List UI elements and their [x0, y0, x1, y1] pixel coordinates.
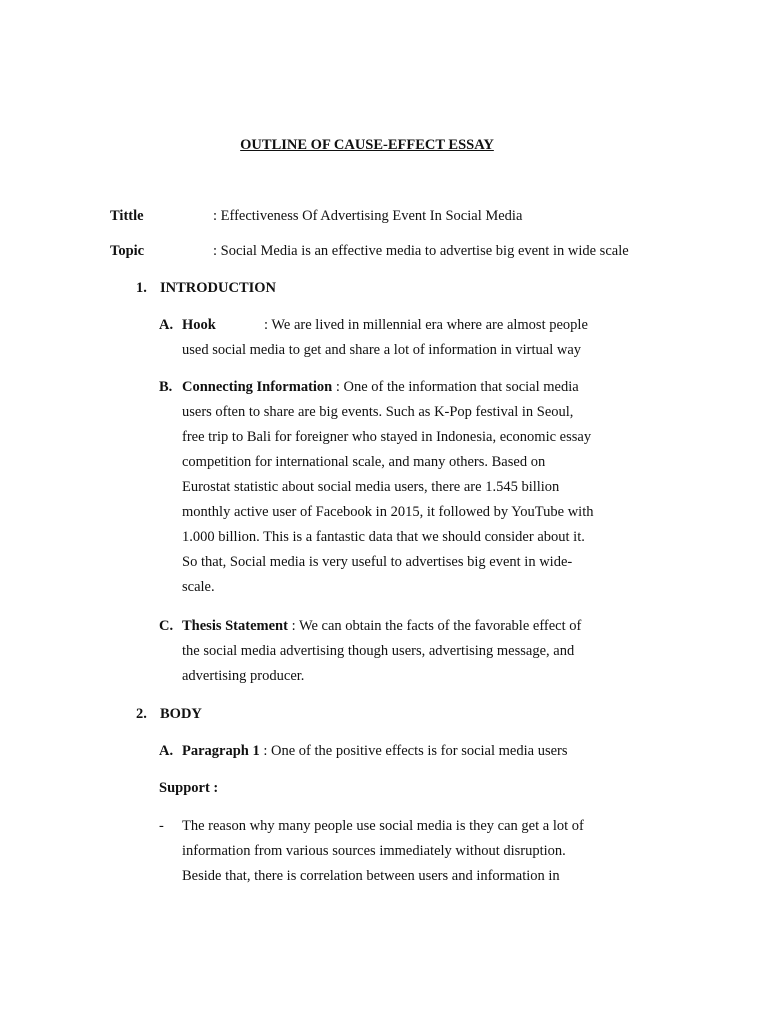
connecting-line: 1.000 billion. This is a fantastic data that we should consider about it.	[182, 529, 585, 545]
connecting-label: Connecting Information	[182, 379, 333, 395]
connecting-line: Eurostat statistic about social media users, there are 1.545 billion	[182, 479, 560, 495]
connecting-line: free trip to Bali for foreigner who stayed in Indonesia, economic essay	[182, 429, 592, 445]
intro-heading: INTRODUCTION	[160, 280, 277, 296]
bullet-line: information from various sources immediately without disruption.	[182, 843, 566, 859]
topic-value: : Social Media is an effective media to advertise big event in wide scale	[213, 243, 629, 259]
paragraph1-letter: A.	[159, 743, 174, 759]
connecting-line: scale.	[182, 579, 215, 595]
paragraph1-label: Paragraph 1	[182, 743, 260, 759]
body-number: 2.	[136, 706, 147, 722]
body-heading: BODY	[160, 706, 202, 722]
thesis-label: Thesis Statement	[182, 618, 288, 634]
connecting-line: So that, Social media is very useful to advertises big event in wide-	[182, 554, 573, 570]
connecting-text-line1: : One of the information that social media	[335, 379, 579, 395]
hook-letter: A.	[159, 317, 174, 333]
paragraph1-line	[182, 743, 568, 760]
document-title: OUTLINE OF CAUSE-EFFECT ESSAY	[240, 137, 494, 153]
thesis-letter: C.	[159, 618, 174, 634]
tittle-value: : Effectiveness Of Advertising Event In Social Media	[213, 208, 523, 224]
bullet-line: Beside that, there is correlation between users and information in	[182, 868, 560, 884]
topic-label: Topic	[110, 243, 145, 259]
bullet-line: The reason why many people use social media is they can get a lot of	[182, 818, 584, 834]
intro-number: 1.	[136, 280, 147, 296]
connecting-line: users often to share are big events. Such as K-Pop festival in Seoul,	[182, 404, 574, 420]
thesis-line: the social media advertising though users, advertising message, and	[182, 643, 575, 659]
thesis-line: advertising producer.	[182, 668, 305, 684]
tittle-label: Tittle	[110, 208, 144, 224]
hook-text-line2: used social media to get and share a lot of information in virtual way	[182, 342, 582, 358]
connecting-first-line	[182, 379, 579, 396]
thesis-text-line1: : We can obtain the facts of the favorable effect of	[291, 618, 582, 634]
support-label: Support :	[159, 780, 219, 796]
thesis-first-line	[182, 618, 581, 635]
connecting-letter: B.	[159, 379, 173, 395]
bullet-dash: -	[159, 818, 164, 834]
hook-text-line1: : We are lived in millennial era where are almost people	[264, 317, 588, 333]
connecting-line: competition for international scale, and many others. Based on	[182, 454, 546, 470]
connecting-line: monthly active user of Facebook in 2015, it followed by YouTube with	[182, 504, 594, 520]
paragraph1-text: : One of the positive effects is for social media users	[263, 743, 568, 759]
hook-label: Hook	[182, 317, 216, 333]
